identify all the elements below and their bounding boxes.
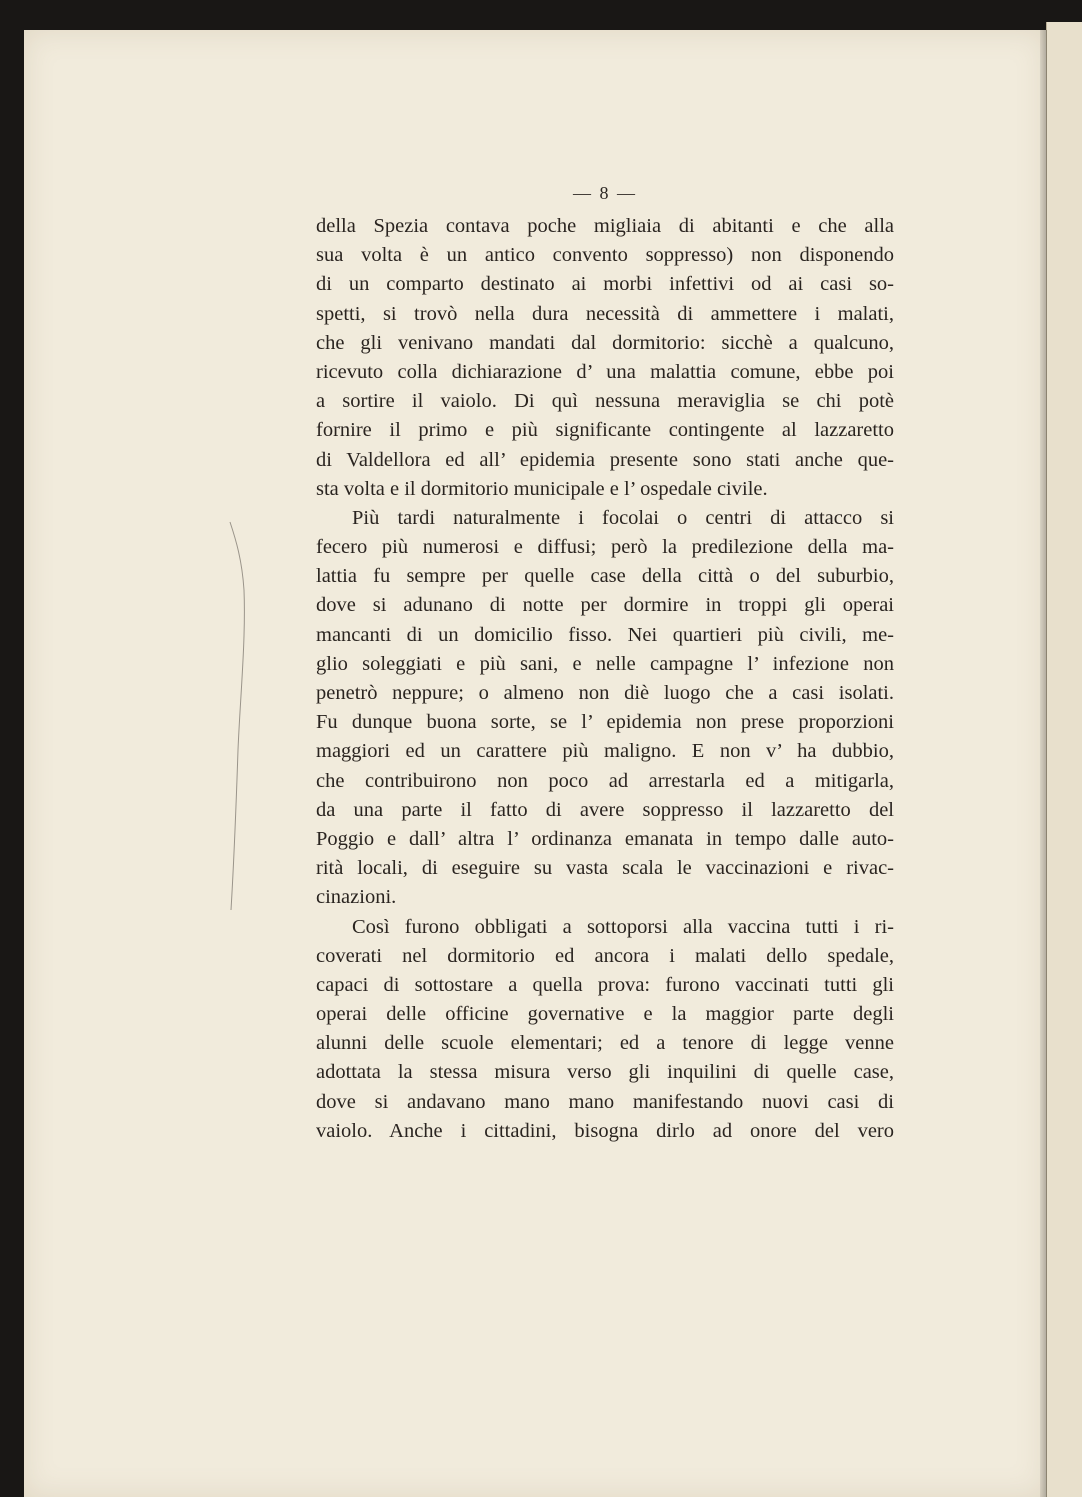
- text-line: fornire il primo e più significante contingente al lazzaretto: [316, 419, 894, 442]
- text-line: Poggio e dall’ altra l’ ordinanza emanata in tempo dalle auto-: [316, 827, 894, 850]
- margin-pencil-mark: [228, 520, 248, 912]
- text-line: lattia fu sempre per quelle case della città o del suburbio,: [316, 565, 894, 588]
- text-line: di Valdellora ed all’ epidemia presente sono stati anche que-: [316, 448, 894, 471]
- body-text: [316, 212, 894, 1146]
- text-line: Più tardi naturalmente i focolai o centri di attacco si: [352, 506, 894, 529]
- text-line: sua volta è un antico convento soppresso) non disponendo: [316, 244, 894, 267]
- text-line: che gli venivano mandati dal dormitorio: sicchè a qualcuno,: [316, 331, 894, 354]
- text-line: dove si adunano di notte per dormire in troppi gli operai: [316, 594, 894, 617]
- text-line: operai delle officine governative e la maggior parte degli: [316, 1003, 894, 1026]
- text-line: alunni delle scuole elementari; ed a tenore di legge venne: [316, 1032, 894, 1055]
- next-page-edge: [1046, 22, 1082, 1497]
- text-line: sta volta e il dormitorio municipale e l’ ospedale civile.: [316, 477, 768, 500]
- text-line: dove si andavano mano mano manifestando nuovi casi di: [316, 1090, 894, 1113]
- text-line: penetrò neppure; o almeno non diè luogo che a casi isolati.: [316, 682, 894, 704]
- text-line: Così furono obbligati a sottoporsi alla vaccina tutti i ri-: [352, 915, 894, 938]
- text-line: della Spezia contava poche migliaia di abitanti e che alla: [316, 215, 894, 237]
- text-line: che contribuirono non poco ad arrestarla ed a mitigarla,: [316, 769, 894, 792]
- text-line: Fu dunque buona sorte, se l’ epidemia non prese proporzioni: [316, 711, 894, 734]
- page-number: — 8 —: [573, 183, 637, 203]
- text-line: coverati nel dormitorio ed ancora i malati dello spedale,: [316, 944, 894, 967]
- text-line: glio soleggiati e più sani, e nelle campagne l’ infezione non: [316, 652, 894, 675]
- text-line: maggiori ed un carattere più maligno. E non v’ ha dubbio,: [316, 740, 894, 763]
- text-line: capaci di sottostare a quella prova: furono vaccinati tutti gli: [316, 973, 894, 996]
- text-line: rità locali, di eseguire su vasta scala le vaccinazioni e rivac-: [316, 857, 894, 880]
- text-line: adottata la stessa misura verso gli inquilini di quelle case,: [316, 1061, 894, 1084]
- text-line: di un comparto destinato ai morbi infettivi od ai casi so-: [316, 273, 894, 296]
- text-line: cinazioni.: [316, 886, 397, 909]
- text-line: a sortire il vaiolo. Di quì nessuna meraviglia se chi potè: [316, 390, 894, 413]
- text-line: spetti, si trovò nella dura necessità di ammettere i malati,: [316, 302, 894, 325]
- text-line: ricevuto colla dichiarazione d’ una malattia comune, ebbe poi: [316, 360, 894, 383]
- page-gutter-shadow: [1040, 30, 1047, 1497]
- text-line: vaiolo. Anche i cittadini, bisogna dirlo ad onore del vero: [316, 1119, 894, 1142]
- text-line: fecero più numerosi e diffusi; però la predilezione della ma-: [316, 536, 894, 559]
- text-line: mancanti di un domicilio fisso. Nei quartieri più civili, me-: [316, 623, 894, 646]
- text-line: da una parte il fatto di avere soppresso il lazzaretto del: [316, 798, 894, 821]
